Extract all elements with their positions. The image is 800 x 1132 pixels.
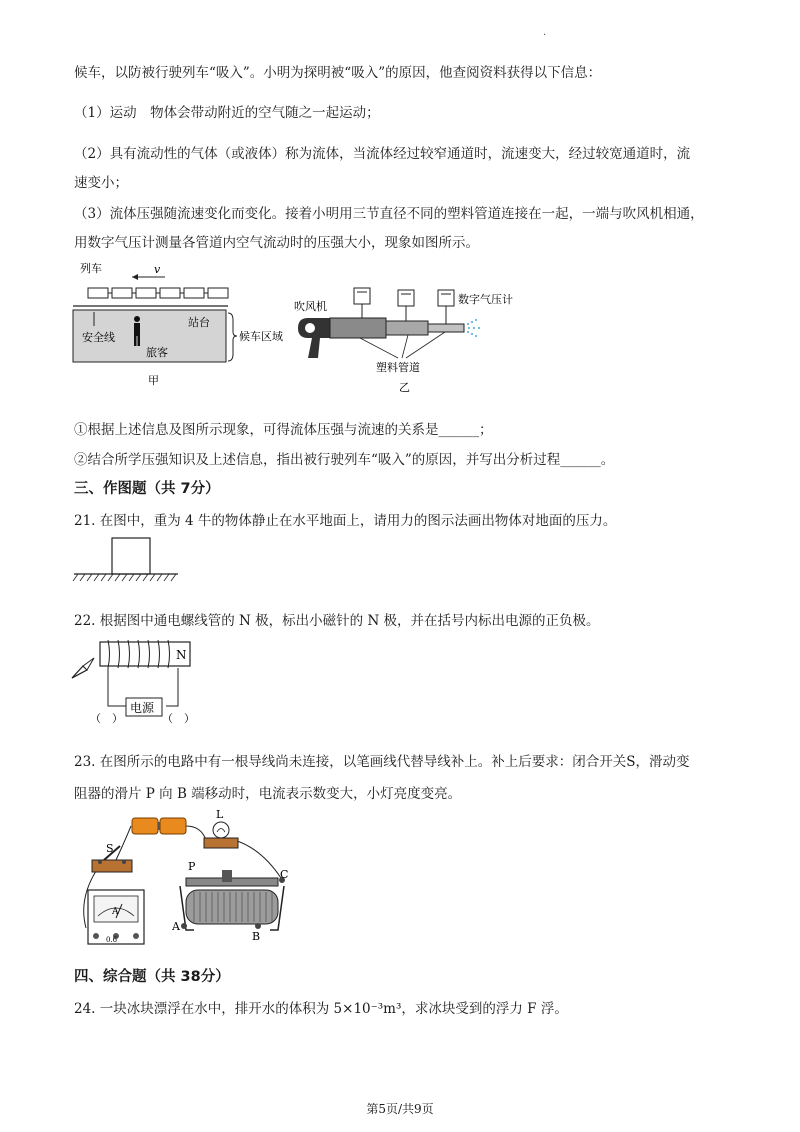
lamp-label: L — [216, 808, 224, 821]
pipe-narrow — [428, 324, 464, 332]
n-pole-label: N — [176, 648, 187, 662]
wire-battery-lamp — [186, 826, 206, 840]
train-cars — [88, 288, 228, 298]
info-1: （1）运动 物体会带动附近的空气随之一起运动； — [74, 105, 380, 121]
ground-hatching — [73, 574, 176, 581]
intro-line: 候车，以防被行驶列车“吸入”。小明为探明被“吸入”的原因，他查阅资料获得以下信息： — [74, 65, 602, 81]
pipe-wide — [330, 318, 386, 338]
power-label: 电源 — [130, 701, 155, 715]
velocity-label: v — [154, 263, 161, 276]
block — [112, 538, 150, 574]
rheostat-icon — [180, 870, 285, 930]
platform-label: 站台 — [188, 316, 210, 329]
bracket-right[interactable]: （ ） — [162, 712, 195, 725]
velocity-arrowhead — [132, 274, 138, 280]
terminal-c-label: C — [280, 868, 289, 881]
question-23-line1: 23. 在图所示的电路中有一根导线尚未连接，以笔画线代替导线补上。补上后要求：闭合开关S，滑动变 — [74, 754, 690, 770]
figure-22-solenoid — [70, 636, 210, 728]
pipes-label: 塑料管道 — [376, 361, 420, 374]
figure-jia-caption: 甲 — [148, 374, 159, 387]
figure-yi-pipes — [290, 280, 525, 395]
page-footer: 第5页/共9页 — [366, 1102, 434, 1116]
wire-battery-switch — [116, 826, 131, 860]
battery-icon — [132, 818, 186, 834]
figure-23-circuit — [76, 808, 301, 948]
lamp-icon — [204, 822, 238, 848]
area-brace — [228, 313, 237, 361]
terminal-a-label: A — [172, 920, 180, 933]
sub-question-2: ②结合所学压强知识及上述信息，指出被行驶列车“吸入”的原因，并写出分析过程______。 — [74, 452, 615, 468]
bracket-left[interactable]: （ ） — [90, 712, 123, 725]
pipe-medium — [386, 321, 428, 335]
question-24: 24. 一块冰块漂浮在水中，排开水的体积为 5×10⁻³m³，求冰块受到的浮力 F 浮。 — [74, 1001, 568, 1017]
info-3a: （3）流体压强随流速变化而变化。接着小明用三节直径不同的塑料管道连接在一起，一端与吹风机相通， — [74, 206, 704, 222]
waiting-area-label: 候车区域 — [239, 330, 283, 343]
safety-line-label: 安全线 — [82, 331, 115, 344]
info-3b: 用数字气压计测量各管道内空气流动时的压强大小，现象如图所示。 — [74, 235, 479, 251]
airflow-spray-icon — [467, 319, 480, 337]
terminal-b-label: B — [252, 930, 261, 943]
switch-label: S — [106, 842, 114, 855]
info-2b: 速变小； — [74, 175, 128, 191]
passenger-label: 旅客 — [146, 346, 168, 359]
wire-lamp-c — [234, 840, 281, 878]
figure-21-block — [72, 536, 182, 584]
ammeter-scale: 0.6 — [106, 936, 118, 944]
info-2a: （2）具有流动性的气体（或液体）称为流体，当流体经过较窄通道时，流速变大，经过较宽通道时，流 — [74, 146, 691, 162]
question-21: 21. 在图中，重为 4 牛的物体静止在水平地面上，请用力的图示法画出物体对地面的压力。 — [74, 513, 617, 529]
figure-jia-platform — [70, 258, 295, 393]
sub-question-1: ①根据上述信息及图所示现象，可得流体压强与流速的关系是______； — [74, 422, 493, 438]
ammeter-symbol: A — [112, 907, 119, 917]
magnetic-needle-icon — [72, 658, 94, 678]
question-23-line2: 阻器的滑片 P 向 B 端移动时，电流表示数变大，小灯亮度变亮。 — [74, 786, 462, 802]
train-label: 列车 — [80, 262, 102, 275]
question-22: 22. 根据图中通电螺线管的 N 极，标出小磁针的 N 极，并在括号内标出电源的正负极。 — [74, 613, 600, 629]
section-3-heading: 三、作图题（共 7分） — [74, 481, 220, 497]
slider-label: P — [188, 860, 196, 873]
section-4-heading: 四、综合题（共 38分） — [74, 969, 230, 985]
blower-label: 吹风机 — [294, 300, 327, 313]
figure-yi-caption: 乙 — [399, 381, 410, 394]
wire-right — [166, 668, 178, 706]
hair-dryer-icon — [298, 318, 330, 358]
barometer-label: 数字气压计 — [458, 293, 513, 306]
header-mark: · — [543, 30, 547, 41]
